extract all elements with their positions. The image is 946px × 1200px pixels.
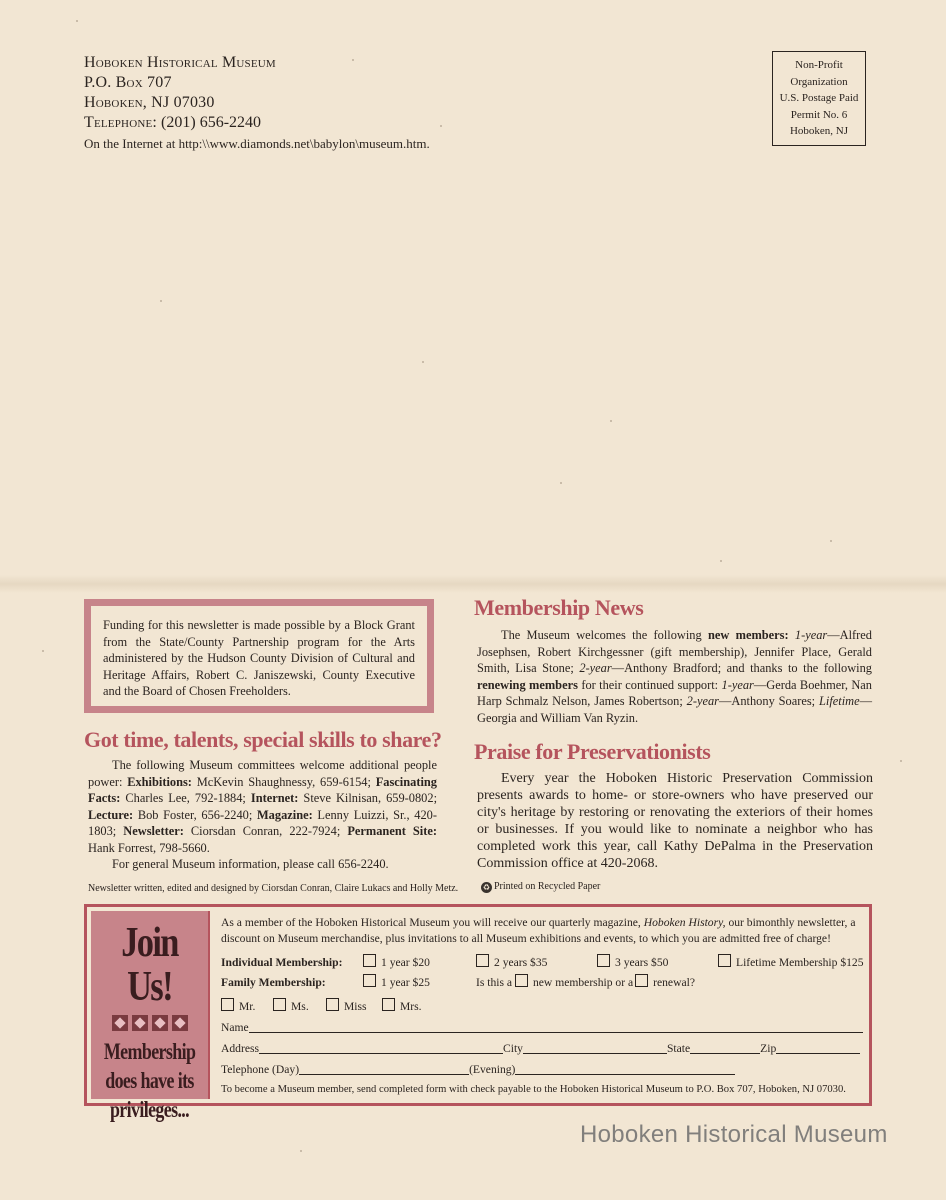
news-text: —Gerda Boehmer, Nan Harp Schmalz Nelson, James Robertson; — [477, 677, 872, 708]
committee-contact: Hank Forrest, 798-5660. — [88, 840, 210, 855]
committee-contact: McKevin Shaughnessy, 659-6154; — [196, 774, 371, 789]
news-text: for their continued support: — [581, 677, 719, 692]
title-label: Mr. — [239, 1000, 256, 1013]
option-ind-3[interactable] — [597, 953, 668, 973]
internet-address[interactable]: On the Internet at http:\\www.diamonds.net\babylon\museum.htm. — [84, 136, 430, 151]
term-label: 1-year — [721, 677, 754, 692]
title-row — [221, 997, 871, 1017]
membership-news-body — [477, 627, 872, 726]
got-time-heading: Got time, talents, special skills to share? — [84, 727, 442, 752]
checkbox[interactable] — [718, 954, 731, 967]
checkbox[interactable] — [363, 954, 376, 967]
checkbox[interactable] — [363, 974, 376, 987]
recycled-text: Printed on Recycled Paper — [494, 881, 601, 892]
news-text: —Anthony Bradford; and thanks to the following — [611, 661, 872, 675]
city-field[interactable] — [523, 1040, 667, 1054]
postage-line: Hoboken, NJ — [789, 125, 849, 137]
tel-day-label: Telephone (Day) — [221, 1063, 300, 1076]
option-ind-1[interactable] — [363, 953, 430, 973]
option-label: 3 years $50 — [615, 956, 669, 969]
form-intro — [221, 915, 871, 947]
committee-name: Exhibitions: — [127, 774, 192, 789]
option-fam-1[interactable] — [363, 973, 430, 993]
option-label: 1 year $20 — [381, 956, 430, 969]
committee-contact: Bob Foster, 656-2240; — [137, 807, 253, 822]
question-text: new membership or a — [532, 976, 634, 989]
intro-text: our bimonthly newsletter, a discount on Museum merchandise, plus invitations to all Museum exhibitions and events, to which you are admitted free of charge! — [221, 916, 856, 945]
committee-name: Fascinating Facts: — [88, 774, 437, 805]
committee-contact: Charles Lee, 792-1884; — [125, 791, 246, 805]
intro-text: As a member of the Hoboken Historical Museum you will receive our quarterly magazine, — [221, 916, 641, 929]
term-label: Lifetime — [818, 694, 860, 708]
title-mrs[interactable] — [382, 997, 422, 1017]
option-label: 2 years $35 — [494, 956, 548, 969]
committee-name: Magazine: — [256, 807, 313, 822]
postage-line: U.S. Postage Paid — [779, 92, 859, 104]
question-text: Is this a — [476, 976, 513, 989]
individual-row — [221, 953, 871, 973]
praise-heading: Praise for Preservationists — [474, 739, 711, 764]
address-label: Address — [221, 1042, 259, 1055]
name-label: Name — [221, 1021, 249, 1034]
watermark: Hoboken Historical Museum — [580, 1121, 888, 1148]
state-label: State — [666, 1042, 691, 1055]
po-box: P.O. Box 707 — [84, 74, 172, 91]
option-label: Lifetime Membership $125 — [736, 956, 864, 969]
city-label: City — [503, 1042, 523, 1055]
got-time-body — [88, 757, 437, 873]
checkbox[interactable] — [476, 954, 489, 967]
committee-contact: Lenny Luizzi, Sr., 420-1803; — [88, 807, 437, 838]
name-field[interactable] — [249, 1019, 863, 1033]
general-info: For general Museum information, please call 656-2240. — [112, 857, 389, 871]
title-miss[interactable] — [326, 997, 367, 1017]
committees-intro: The following Museum committees welcome additional people power: — [88, 758, 437, 789]
checkbox[interactable] — [382, 998, 395, 1011]
postage-line: Permit No. 6 — [790, 108, 848, 121]
committee-name: Permanent Site: — [347, 824, 437, 838]
title-label: Ms. — [291, 1000, 309, 1013]
membership-form — [84, 904, 872, 1122]
return-address — [84, 53, 430, 154]
checkbox[interactable] — [326, 998, 339, 1011]
renewal-question — [476, 973, 695, 993]
new-membership-checkbox[interactable] — [515, 974, 528, 987]
question-text: renewal? — [653, 976, 695, 989]
option-ind-2[interactable] — [476, 953, 547, 973]
address-field[interactable] — [259, 1040, 503, 1054]
option-lifetime[interactable] — [718, 953, 864, 973]
join-sub: does have its — [105, 1068, 194, 1093]
news-text: —Georgia and William Van Ryzin. — [477, 694, 872, 725]
page-fold — [0, 575, 946, 593]
funding-text: Funding for this newsletter is made possible by a Block Grant from the State/County Partnership program for the Arts administered by the Hudson County Division of Cultural and Heritage Affairs, Robert C. Janiszewski, County Executive and the Board of Chosen Freeholders. — [91, 606, 427, 706]
news-text: —Alfred Josephsen, Robert Kirchgessner (gift membership), Jennifer Place, Gerald Smith, Lisa Stone; — [477, 628, 872, 675]
title-label: Miss — [344, 1000, 367, 1013]
term-label: 1-year — [794, 628, 828, 642]
recycled-note — [481, 881, 600, 893]
funding-box — [84, 599, 434, 713]
committee-name: Lecture: — [88, 807, 134, 822]
renewing-members-label: renewing members — [477, 677, 578, 692]
individual-label: Individual Membership: — [221, 956, 343, 969]
address-row — [221, 1038, 871, 1059]
praise-body — [477, 770, 873, 872]
title-mr[interactable] — [221, 997, 255, 1017]
join-us-panel — [91, 911, 210, 1122]
name-row — [221, 1017, 871, 1038]
committee-name: Newsletter: — [123, 824, 184, 838]
term-label: 2-year — [579, 661, 612, 675]
join-sub: privileges... — [109, 1097, 190, 1122]
family-row — [221, 973, 871, 993]
title-ms[interactable] — [273, 997, 309, 1017]
news-text: The Museum welcomes the following — [501, 628, 702, 642]
family-label: Family Membership: — [221, 976, 326, 989]
recycle-icon: ♻ — [482, 883, 491, 892]
checkbox[interactable] — [597, 954, 610, 967]
membership-news-heading: Membership News — [474, 595, 644, 620]
zip-field[interactable] — [776, 1040, 860, 1054]
praise-text: Every year the Hoboken Historic Preservation Commission presents awards to home- or store-owners who have preserved our city's heritage by restoring or renovating the exteriors of their homes or businesses. If you would like to nominate a neighbor who has completed work this year, call Kathy DePalma in the Preservation Commission office at 420-2068. — [477, 771, 873, 871]
phone-label: Telephone: — [84, 114, 158, 131]
newsletter-credits: Newsletter written, edited and designed by Ciorsdan Conran, Claire Lukacs and Holly Metz. — [88, 883, 459, 894]
zip-label: Zip — [760, 1042, 777, 1055]
postage-line: Non-Profit — [795, 59, 843, 71]
join-sub: Membership — [103, 1039, 196, 1064]
telephone-row — [221, 1059, 871, 1080]
city-zip: Hoboken, NJ 07030 — [84, 94, 215, 111]
tel-eve-label: (Evening) — [469, 1063, 516, 1076]
address-fields — [221, 1017, 871, 1080]
tel-day-field[interactable] — [299, 1061, 469, 1075]
renewal-checkbox[interactable] — [635, 974, 648, 987]
phone-number: (201) 656-2240 — [161, 114, 262, 131]
postage-line: Organization — [790, 75, 848, 88]
form-area — [221, 915, 871, 1095]
option-label: 1 year $25 — [381, 976, 430, 989]
tel-eve-field[interactable] — [515, 1061, 735, 1075]
postage-indicia — [772, 51, 866, 146]
news-text: —Anthony Soares; — [719, 694, 816, 708]
new-members-label: new members: — [707, 628, 789, 642]
committee-name: Internet: — [250, 791, 299, 805]
term-label: 2-year — [686, 694, 719, 708]
checkbox[interactable] — [221, 998, 234, 1011]
magazine-title: Hoboken History, — [643, 916, 726, 929]
mail-instructions: To become a Museum member, send completed form with check payable to the Hoboken Historical Museum to P.O. Box 707, Hoboken, NJ 07030. — [221, 1084, 846, 1095]
checkbox[interactable] — [273, 998, 286, 1011]
org-name: Hoboken Historical Museum — [84, 54, 276, 71]
join-title: Join Us! — [121, 920, 178, 1010]
title-label: Mrs. — [400, 1000, 422, 1013]
committee-contact: Steve Kilnisan, 659-0802; — [303, 791, 438, 805]
committee-contact: Ciorsdan Conran, 222-7924; — [190, 824, 341, 838]
state-field[interactable] — [690, 1040, 760, 1054]
diamond-ornament — [91, 1015, 208, 1031]
